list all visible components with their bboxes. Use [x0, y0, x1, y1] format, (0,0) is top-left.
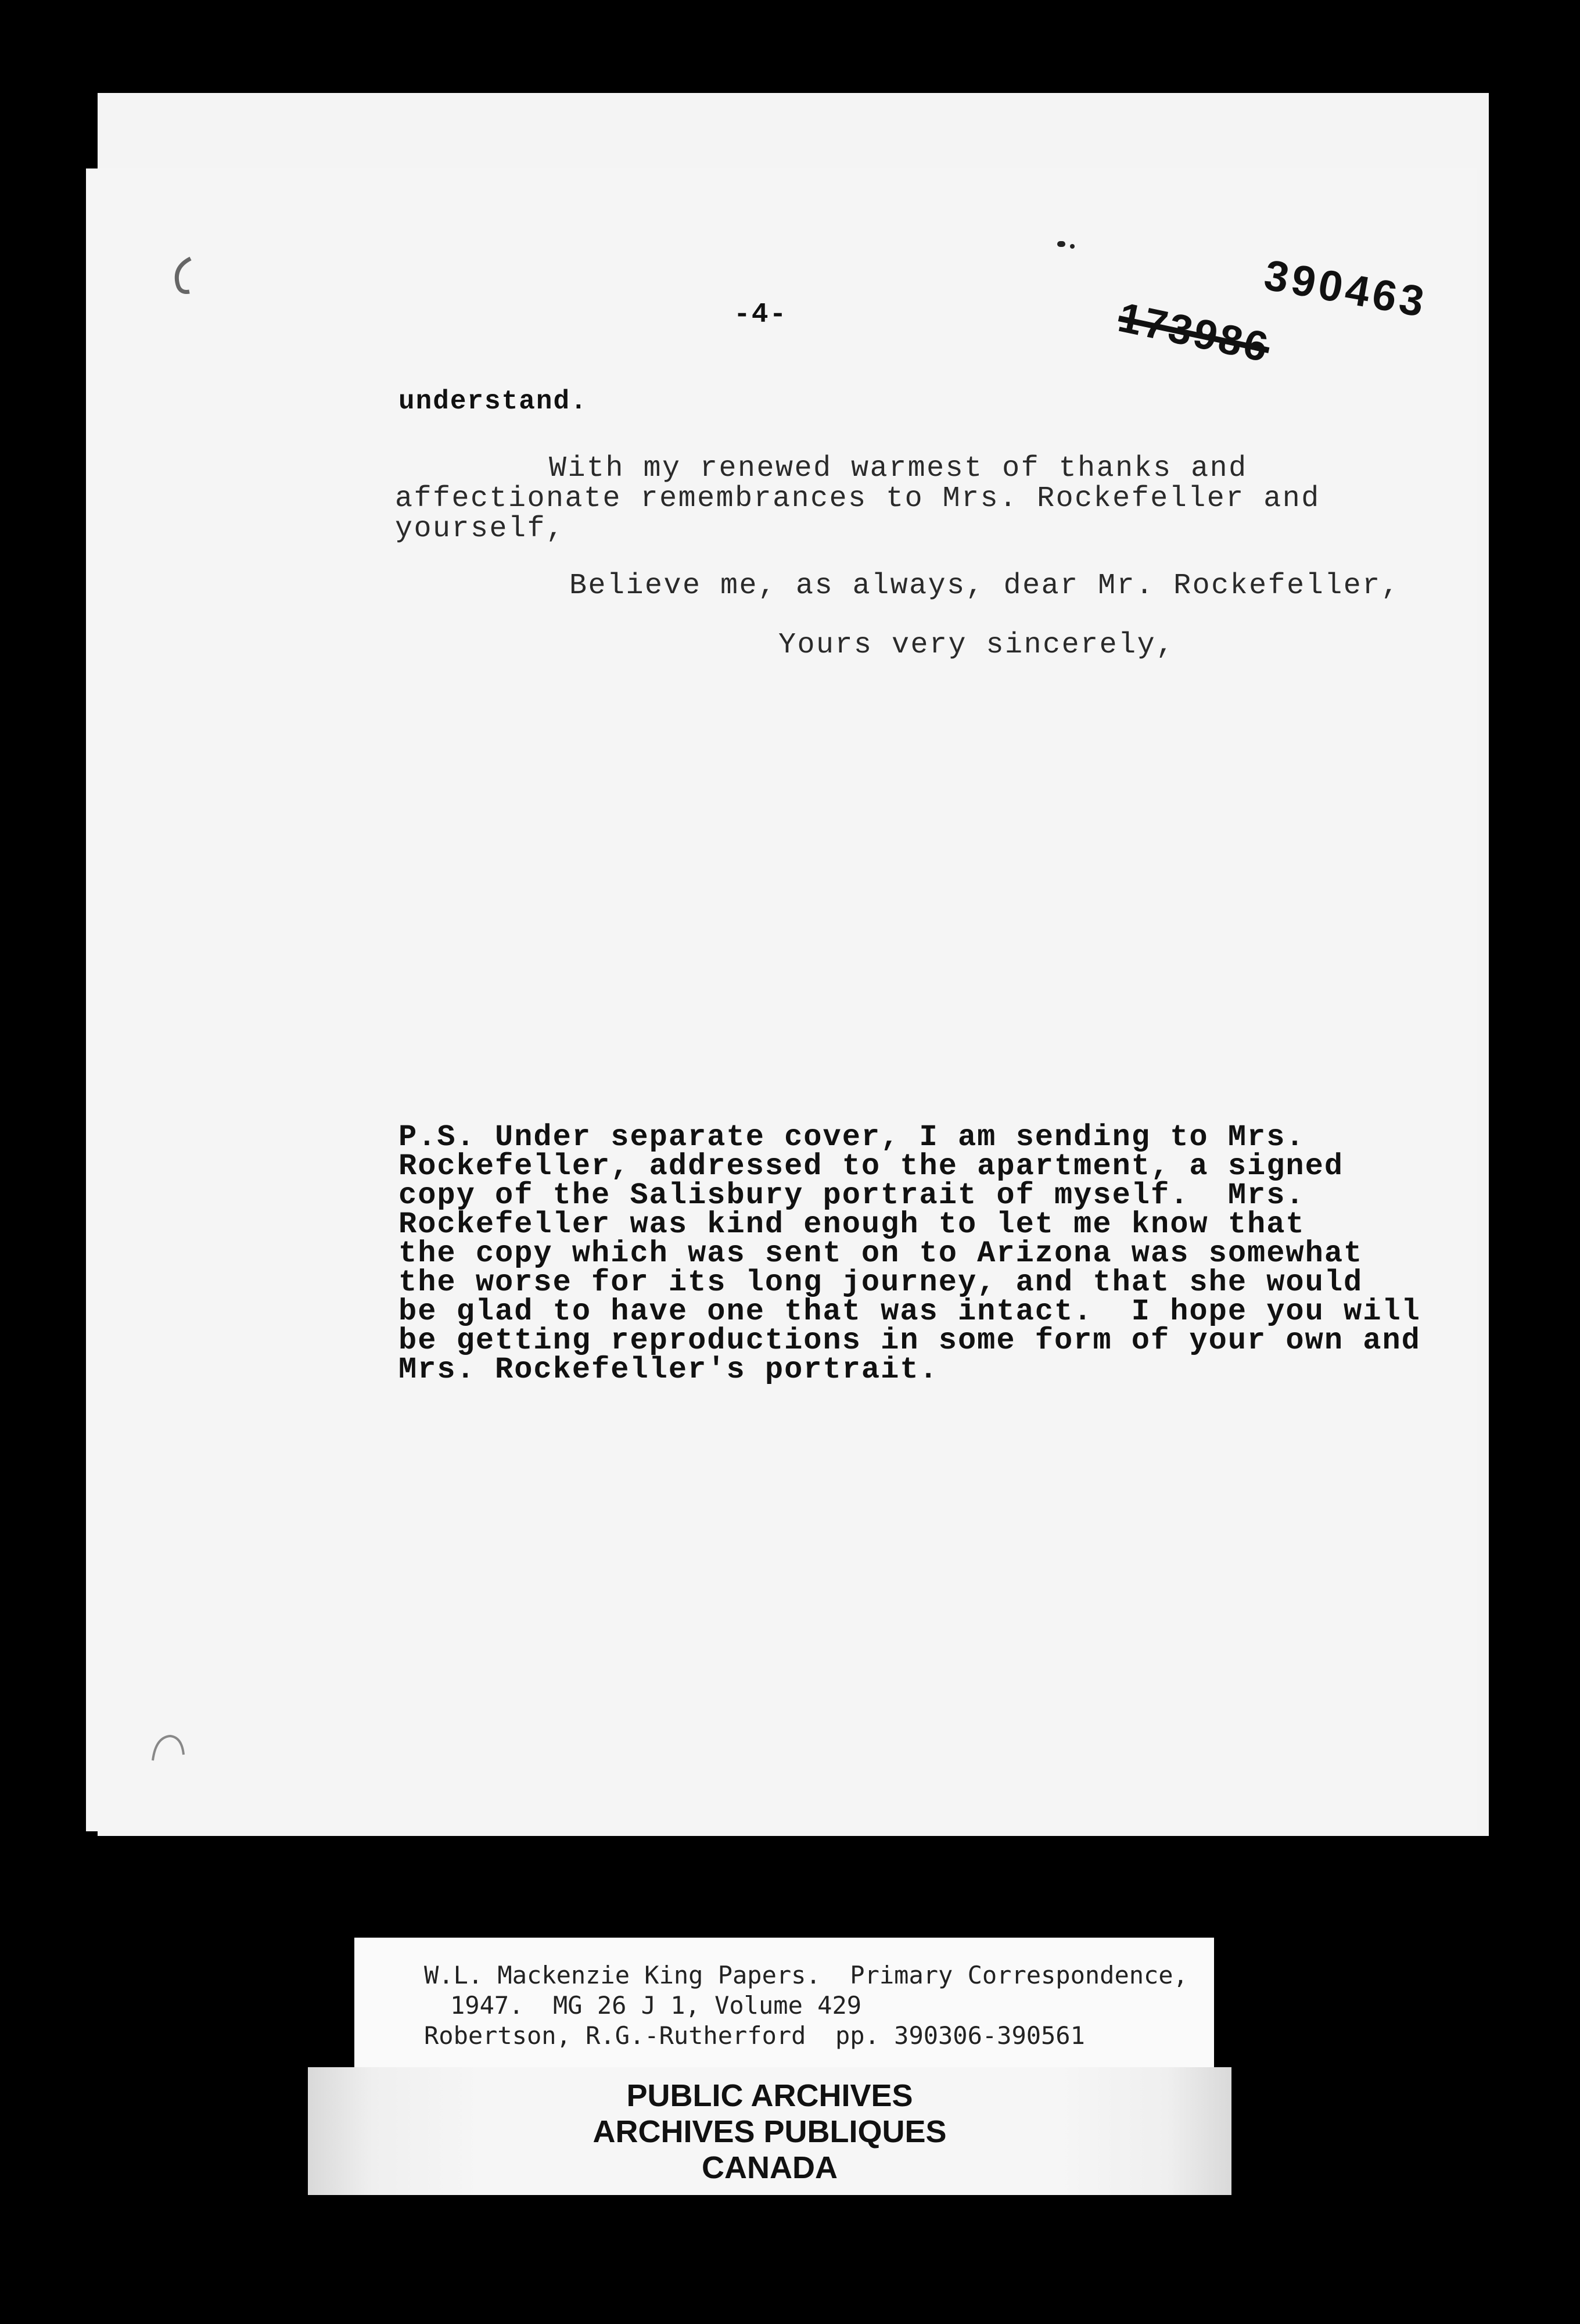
label-line-1: W.L. Mackenzie King Papers. Primary Correspondence, [424, 1961, 1188, 1989]
paragraph-line: yourself, [395, 512, 565, 546]
archive-number-stamp: 390463 [1261, 250, 1431, 327]
label-line-3: Robertson, R.G.-Rutherford pp. 390306-390561 [424, 2021, 1085, 2050]
postscript-line: the copy which was sent on to Arizona was somewhat [398, 1236, 1363, 1271]
paragraph-line: affectionate remembrances to Mrs. Rockefeller and [395, 482, 1320, 515]
postscript-line: be getting reproductions in some form of your own and [398, 1324, 1421, 1358]
paragraph-line: With my renewed warmest of thanks and [549, 452, 1248, 485]
ink-speck [1057, 241, 1065, 247]
archive-reference-label [354, 1938, 1214, 2071]
postscript-line: the worse for its long journey, and that she would [398, 1265, 1363, 1300]
institution-line-2: ARCHIVES PUBLIQUES [592, 2114, 947, 2149]
closing-line: Believe me, as always, dear Mr. Rockefeller, [569, 569, 1401, 602]
letter-page [86, 168, 1477, 1831]
label-line-2: 1947. MG 26 J 1, Volume 429 [450, 1991, 862, 2020]
postscript-line: Rockefeller was kind enough to let me know that [398, 1207, 1305, 1242]
postscript-line: be glad to have one that was intact. I hope you will [398, 1294, 1421, 1329]
punch-hole-top [167, 250, 202, 302]
postscript-line: Rockefeller, addressed to the apartment, a signed [398, 1149, 1344, 1183]
struck-number-text: 173986 [1114, 293, 1274, 372]
postscript-line: P.S. Under separate cover, I am sending to Mrs. [398, 1120, 1305, 1154]
postscript-line: Mrs. Rockefeller's portrait. [398, 1353, 939, 1387]
postscript-line: copy of the Salisbury portrait of myself. Mrs. [398, 1178, 1305, 1213]
archives-canada-label [308, 2067, 1231, 2195]
punch-hole-bottom [144, 1726, 191, 1772]
ink-speck [1070, 244, 1075, 249]
signoff-line: Yours very sincerely, [778, 629, 1175, 662]
institution-line-1: PUBLIC ARCHIVES [626, 2078, 913, 2113]
institution-line-3: CANADA [702, 2150, 838, 2185]
continuation-line: understand. [398, 386, 588, 417]
page-number: -4- [734, 299, 788, 331]
